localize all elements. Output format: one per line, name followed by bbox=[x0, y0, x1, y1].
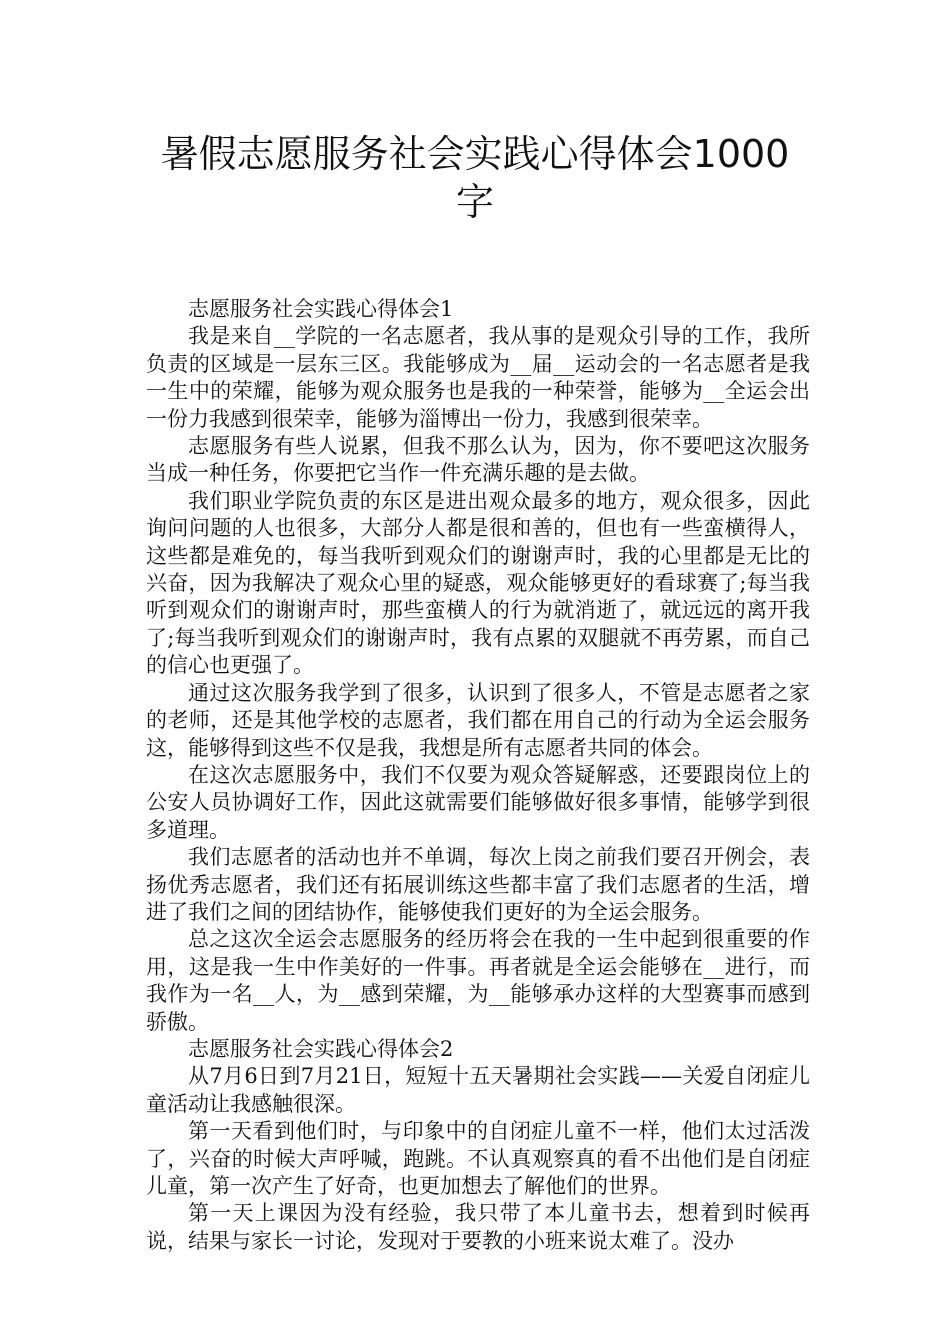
body-paragraph: 我们志愿者的活动也并不单调，每次上岗之前我们要召开例会，表扬优秀志愿者，我们还有拓展训练这些都丰富了我们志愿者的生活，增进了我们之间的团结协作，能够使我们更好的为全运会服务。 bbox=[146, 845, 810, 924]
body-paragraph: 志愿服务有些人说累，但我不那么认为，因为，你不要吧这次服务当成一种任务，你要把它当作一件充满乐趣的是去做。 bbox=[146, 434, 810, 486]
body-paragraph: 通过这次服务我学到了很多，认识到了很多人，不管是志愿者之家的老师，还是其他学校的志愿者，我们都在用自己的行动为全运会服务这，能够得到这些不仅是我，我想是所有志愿者共同的体会。 bbox=[146, 680, 810, 760]
body-paragraph: 第一天看到他们时，与印象中的自闭症儿童不一样，他们太过活泼了，兴奋的时候大声呼喊，跑跳。不认真观察真的看不出他们是自闭症儿童，第一次产生了好奇，也更加想去了解他们的世界。 bbox=[146, 1119, 810, 1198]
section-heading: 志愿服务社会实践心得体会1 bbox=[188, 297, 454, 321]
section-heading: 志愿服务社会实践心得体会2 bbox=[188, 1036, 454, 1061]
document-title: 暑假志愿服务社会实践心得体会1000字 bbox=[160, 132, 790, 224]
body-paragraph: 我们职业学院负责的东区是进出观众最多的地方，观众很多，因此询问问题的人也很多，大部分人都是很和善的，但也有一些蛮横得人，这些都是难免的，每当我听到观众们的谢谢声时，我的心里都是无比的兴奋，因为我解决了观众心里的疑惑，观众能够更好的看球赛了;每当我听到观众们的谢谢声时，那些蛮横人的行为就消逝了，就远远的离开我了;每当我听到观众们的谢谢声时，我有点累的双腿就不再劳累，而自己的信心也更强了。 bbox=[146, 488, 810, 678]
body-paragraph: 从7月6日到7月21日，短短十五天暑期社会实践——关爱自闭症儿童活动让我感触很深。 bbox=[146, 1064, 810, 1116]
body-paragraph: 在这次志愿服务中，我们不仅要为观众答疑解惑，还要跟岗位上的公安人员协调好工作，因此这就需要们能够做好很多事情，能够学到很多道理。 bbox=[146, 762, 810, 842]
body-paragraph: 第一天上课因为没有经验，我只带了本儿童书去，想着到时候再说，结果与家长一讨论，发现对于要教的小班来说太难了。没办 bbox=[146, 1201, 810, 1253]
body-paragraph: 我是来自__学院的一名志愿者，我从事的是观众引导的工作，我所负责的区域是一层东三区。我能够成为__届__运动会的一名志愿者是我一生中的荣耀，能够为观众服务也是我的一种荣誉，能够为__全运会出一份力我感到很荣幸，能够为淄博出一份力，我感到很荣幸。 bbox=[146, 324, 810, 431]
body-paragraph: 总之这次全运会志愿服务的经历将会在我的一生中起到很重要的作用，这是我一生中作美好的一件事。再者就是全运会能够在__进行，而我作为一名__人，为__感到荣耀，为__能够承办这样的大型赛事而感到骄傲。 bbox=[146, 927, 810, 1034]
document-body bbox=[146, 296, 810, 1255]
